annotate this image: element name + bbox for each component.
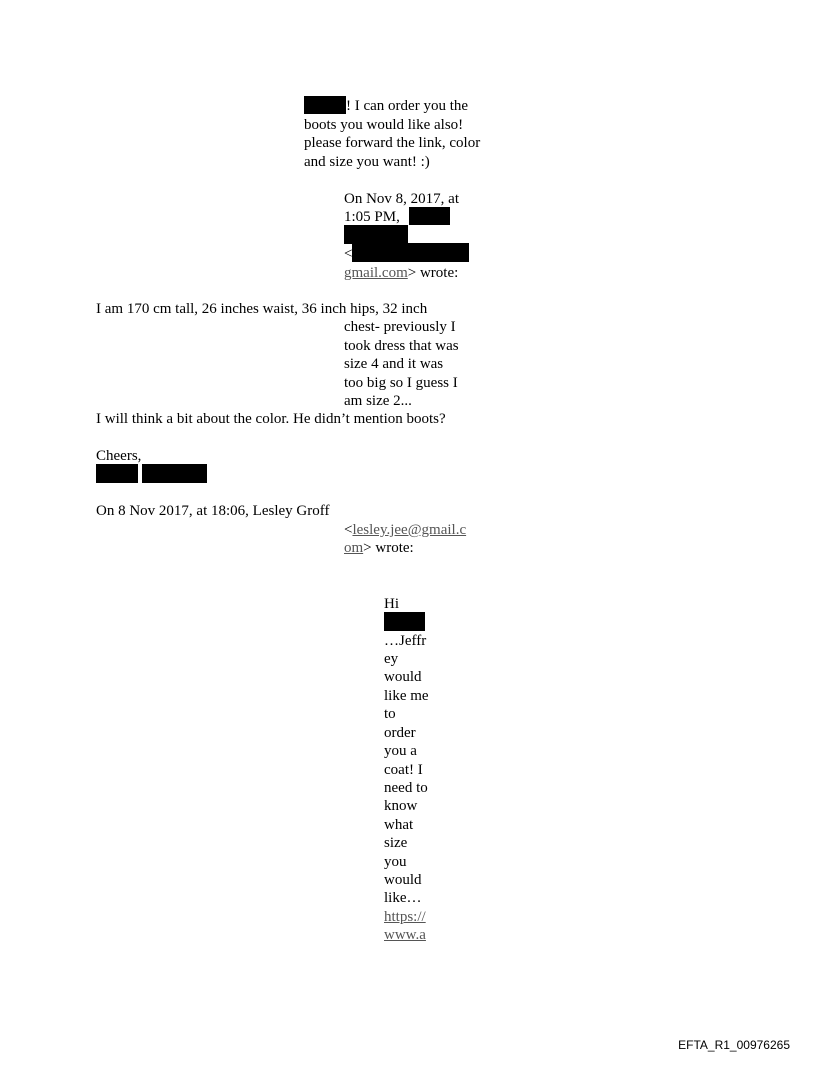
quote2-lt: < [344, 522, 353, 538]
email-link[interactable]: om [344, 540, 364, 556]
message-line-4: size 4 and it was [344, 356, 444, 372]
quote2-email-line-2 [344, 539, 414, 557]
inner-line: size [384, 835, 408, 851]
inner-line: you [384, 854, 407, 870]
message-line-5: too big so I guess I [344, 375, 458, 391]
reply-line-4: and size you want! :) [304, 154, 430, 170]
quote2-wrote: > wrote: [363, 540, 414, 556]
quote2-email-line-1 [344, 521, 466, 539]
redaction-bar [96, 464, 138, 483]
email-link[interactable]: lesley.jee@gmail.c [352, 522, 467, 538]
closing: Cheers, [96, 448, 142, 464]
redaction-bar [142, 464, 207, 483]
email-link[interactable]: gmail.com [344, 265, 408, 281]
inner-line: like me [384, 688, 429, 704]
quote2-header: On 8 Nov 2017, at 18:06, Lesley Groff [96, 503, 330, 519]
quote1-line-1: On Nov 8, 2017, at [344, 191, 459, 207]
message-line-7: I will think a bit about the color. He didn’t mention boots? [96, 411, 446, 427]
message-line-1: I am 170 cm tall, 26 inches waist, 36 inch hips, 32 inch [96, 301, 428, 317]
quote1-wrote: > wrote: [407, 265, 459, 281]
redaction-bar [409, 207, 450, 225]
redaction-bar [304, 96, 346, 114]
inner-line: what [384, 817, 414, 833]
quote1-email-line [344, 264, 458, 282]
inner-line: know [384, 798, 418, 814]
inner-line: order [384, 725, 416, 741]
message-line-3: took dress that was [344, 338, 459, 354]
reply-line-2: boots you would like also! [304, 117, 464, 133]
quote1-lt: < [344, 246, 353, 262]
message-line-2: chest- previously I [344, 319, 456, 335]
redaction-bar [384, 612, 425, 631]
reply-line-1: ! I can order you the [346, 98, 469, 114]
redaction-bar [344, 225, 408, 244]
message-line-6: am size 2... [344, 393, 412, 409]
inner-line: would [384, 872, 422, 888]
document-id: EFTA_R1_00976265 [678, 1038, 790, 1052]
inner-line: like… [384, 890, 422, 906]
reply-line-3: please forward the link, color [304, 135, 481, 151]
redaction-bar [352, 243, 469, 262]
url-link-line-1[interactable]: https:// [384, 909, 426, 925]
url-link-line-2[interactable]: www.a [384, 927, 426, 943]
inner-line: coat! I [384, 762, 423, 778]
inner-line: to [384, 706, 396, 722]
inner-line: would [384, 669, 422, 685]
inner-line: ey [384, 651, 399, 667]
inner-line: need to [384, 780, 428, 796]
inner-line: Hi [384, 596, 399, 612]
inner-line: you a [384, 743, 417, 759]
quote1-line-2: 1:05 PM, [344, 209, 400, 225]
inner-line: …Jeffr [384, 633, 427, 649]
